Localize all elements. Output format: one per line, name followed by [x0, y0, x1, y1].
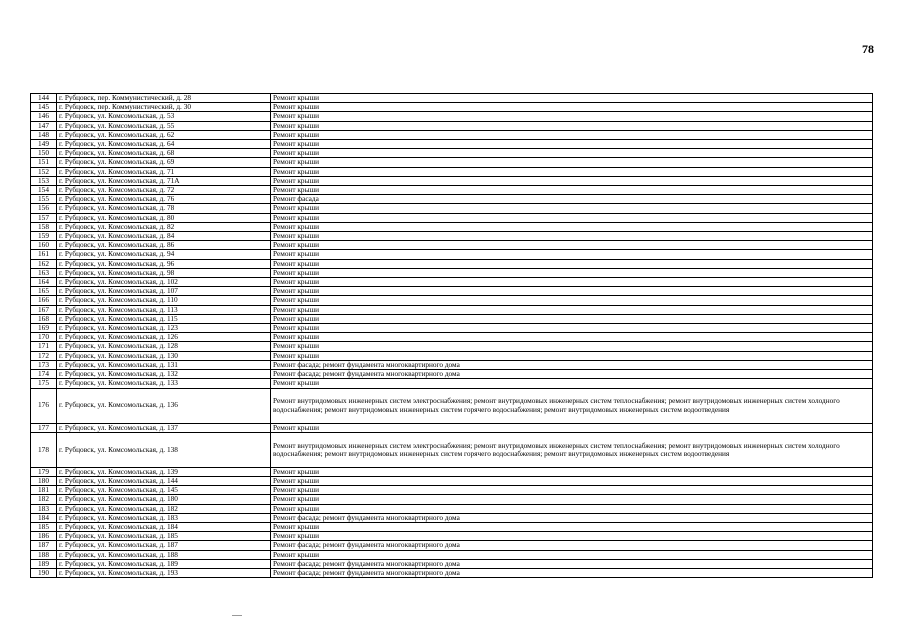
- row-address: г. Рубцовск, ул. Комсомольская, д. 133: [57, 379, 271, 388]
- table-row: [31, 158, 873, 167]
- row-work: Ремонт крыши: [271, 324, 873, 333]
- row-work: Ремонт крыши: [271, 213, 873, 222]
- row-address: г. Рубцовск, ул. Комсомольская, д. 115: [57, 314, 271, 323]
- row-address: г. Рубцовск, ул. Комсомольская, д. 189: [57, 559, 271, 568]
- row-number: 161: [31, 250, 57, 259]
- row-number: 181: [31, 486, 57, 495]
- row-work: Ремонт крыши: [271, 186, 873, 195]
- table-row: [31, 467, 873, 476]
- table-row: [31, 130, 873, 139]
- row-address: г. Рубцовск, ул. Комсомольская, д. 53: [57, 112, 271, 121]
- row-number: 189: [31, 559, 57, 568]
- row-work: Ремонт фасада: [271, 195, 873, 204]
- row-address: г. Рубцовск, ул. Комсомольская, д. 183: [57, 513, 271, 522]
- table-row: [31, 513, 873, 522]
- row-address: г. Рубцовск, ул. Комсомольская, д. 102: [57, 278, 271, 287]
- row-work: Ремонт крыши: [271, 467, 873, 476]
- page-number: 78: [862, 42, 874, 56]
- row-work: Ремонт крыши: [271, 222, 873, 231]
- row-work: Ремонт крыши: [271, 130, 873, 139]
- row-number: 162: [31, 259, 57, 268]
- row-number: 177: [31, 423, 57, 432]
- row-address: г. Рубцовск, ул. Комсомольская, д. 78: [57, 204, 271, 213]
- row-work: Ремонт крыши: [271, 476, 873, 485]
- table-row: [31, 204, 873, 213]
- row-address: г. Рубцовск, ул. Комсомольская, д. 71: [57, 167, 271, 176]
- row-number: 169: [31, 324, 57, 333]
- row-number: 146: [31, 112, 57, 121]
- row-work: Ремонт крыши: [271, 314, 873, 323]
- row-address: г. Рубцовск, ул. Комсомольская, д. 84: [57, 232, 271, 241]
- row-number: 153: [31, 176, 57, 185]
- table-row: [31, 222, 873, 231]
- table-row: [31, 541, 873, 550]
- table-row: [31, 360, 873, 369]
- table-row: [31, 379, 873, 388]
- row-work: Ремонт крыши: [271, 204, 873, 213]
- table-row: [31, 504, 873, 513]
- row-address: г. Рубцовск, ул. Комсомольская, д. 145: [57, 486, 271, 495]
- row-address: г. Рубцовск, ул. Комсомольская, д. 139: [57, 467, 271, 476]
- table-row: [31, 333, 873, 342]
- table-row: [31, 550, 873, 559]
- row-number: 179: [31, 467, 57, 476]
- row-number: 187: [31, 541, 57, 550]
- row-address: г. Рубцовск, пер. Коммунистический, д. 28: [57, 94, 271, 103]
- table-row: [31, 149, 873, 158]
- row-number: 188: [31, 550, 57, 559]
- row-work: Ремонт крыши: [271, 158, 873, 167]
- row-number: 158: [31, 222, 57, 231]
- table-row: [31, 103, 873, 112]
- row-work: Ремонт крыши: [271, 121, 873, 130]
- row-work: Ремонт крыши: [271, 278, 873, 287]
- row-number: 144: [31, 94, 57, 103]
- row-work: Ремонт крыши: [271, 94, 873, 103]
- row-number: 150: [31, 149, 57, 158]
- table-row: [31, 370, 873, 379]
- row-work: Ремонт крыши: [271, 167, 873, 176]
- row-address: г. Рубцовск, ул. Комсомольская, д. 113: [57, 305, 271, 314]
- row-address: г. Рубцовск, ул. Комсомольская, д. 187: [57, 541, 271, 550]
- row-number: 166: [31, 296, 57, 305]
- row-work: Ремонт крыши: [271, 305, 873, 314]
- table-row: [31, 351, 873, 360]
- table-row: [31, 140, 873, 149]
- row-work: Ремонт крыши: [271, 287, 873, 296]
- row-work: Ремонт крыши: [271, 241, 873, 250]
- row-work: Ремонт внутридомовых инженерных систем электроснабжения; ремонт внутридомовых инженерных систем теплоснабжения; ремонт внутридомовых инженерных систем холодного водоснабжения; ремонт внутридомовых инженерных систем горячего водоснабжения; ремонт внутридомовых инженерных систем водоотведения: [271, 432, 873, 467]
- row-address: г. Рубцовск, ул. Комсомольская, д. 94: [57, 250, 271, 259]
- row-work: Ремонт крыши: [271, 250, 873, 259]
- row-address: г. Рубцовск, ул. Комсомольская, д. 182: [57, 504, 271, 513]
- row-address: г. Рубцовск, ул. Комсомольская, д. 185: [57, 532, 271, 541]
- table-row: [31, 287, 873, 296]
- table-row: [31, 232, 873, 241]
- row-work: Ремонт фасада; ремонт фундамента многоквартирного дома: [271, 568, 873, 577]
- row-number: 152: [31, 167, 57, 176]
- row-work: Ремонт крыши: [271, 259, 873, 268]
- table-row: [31, 259, 873, 268]
- row-address: г. Рубцовск, ул. Комсомольская, д. 131: [57, 360, 271, 369]
- table-row: [31, 278, 873, 287]
- row-address: г. Рубцовск, ул. Комсомольская, д. 107: [57, 287, 271, 296]
- row-number: 190: [31, 568, 57, 577]
- row-work: Ремонт крыши: [271, 532, 873, 541]
- row-number: 174: [31, 370, 57, 379]
- table-row: [31, 342, 873, 351]
- table-row: [31, 495, 873, 504]
- row-address: г. Рубцовск, ул. Комсомольская, д. 80: [57, 213, 271, 222]
- table-row: [31, 568, 873, 577]
- table-row: [31, 423, 873, 432]
- row-work: Ремонт крыши: [271, 486, 873, 495]
- row-number: 185: [31, 522, 57, 531]
- row-number: 165: [31, 287, 57, 296]
- row-work: Ремонт крыши: [271, 550, 873, 559]
- row-address: г. Рубцовск, ул. Комсомольская, д. 188: [57, 550, 271, 559]
- row-address: г. Рубцовск, ул. Комсомольская, д. 68: [57, 149, 271, 158]
- row-work: Ремонт крыши: [271, 268, 873, 277]
- table-row: [31, 388, 873, 423]
- row-address: г. Рубцовск, ул. Комсомольская, д. 132: [57, 370, 271, 379]
- row-work: Ремонт крыши: [271, 522, 873, 531]
- table-row: [31, 94, 873, 103]
- table-row: [31, 296, 873, 305]
- row-number: 159: [31, 232, 57, 241]
- row-address: г. Рубцовск, ул. Комсомольская, д. 76: [57, 195, 271, 204]
- row-address: г. Рубцовск, ул. Комсомольская, д. 126: [57, 333, 271, 342]
- row-number: 172: [31, 351, 57, 360]
- row-address: г. Рубцовск, ул. Комсомольская, д. 180: [57, 495, 271, 504]
- row-address: г. Рубцовск, ул. Комсомольская, д. 137: [57, 423, 271, 432]
- row-number: 149: [31, 140, 57, 149]
- row-work: Ремонт крыши: [271, 140, 873, 149]
- row-number: 170: [31, 333, 57, 342]
- table-row: [31, 522, 873, 531]
- row-number: 178: [31, 432, 57, 467]
- row-work: Ремонт крыши: [271, 296, 873, 305]
- row-work: Ремонт фасада; ремонт фундамента многоквартирного дома: [271, 513, 873, 522]
- row-work: Ремонт внутридомовых инженерных систем электроснабжения; ремонт внутридомовых инженерных систем теплоснабжения; ремонт внутридомовых инженерных систем холодного водоснабжения; ремонт внутридомовых инженерных систем горячего водоснабжения; ремонт внутридомовых инженерных систем водоотведения: [271, 388, 873, 423]
- table-row: [31, 213, 873, 222]
- row-work: Ремонт крыши: [271, 495, 873, 504]
- row-number: 168: [31, 314, 57, 323]
- row-address: г. Рубцовск, ул. Комсомольская, д. 130: [57, 351, 271, 360]
- table-row: [31, 432, 873, 467]
- row-number: 145: [31, 103, 57, 112]
- row-address: г. Рубцовск, ул. Комсомольская, д. 64: [57, 140, 271, 149]
- row-work: Ремонт фасада; ремонт фундамента многоквартирного дома: [271, 370, 873, 379]
- row-work: Ремонт крыши: [271, 504, 873, 513]
- row-address: г. Рубцовск, пер. Коммунистический, д. 30: [57, 103, 271, 112]
- row-address: г. Рубцовск, ул. Комсомольская, д. 71А: [57, 176, 271, 185]
- row-address: г. Рубцовск, ул. Комсомольская, д. 184: [57, 522, 271, 531]
- row-number: 171: [31, 342, 57, 351]
- row-work: Ремонт крыши: [271, 103, 873, 112]
- table-body: [31, 94, 873, 578]
- row-address: г. Рубцовск, ул. Комсомольская, д. 136: [57, 388, 271, 423]
- row-work: Ремонт крыши: [271, 232, 873, 241]
- row-address: г. Рубцовск, ул. Комсомольская, д. 98: [57, 268, 271, 277]
- row-number: 156: [31, 204, 57, 213]
- table-row: [31, 314, 873, 323]
- row-address: г. Рубцовск, ул. Комсомольская, д. 69: [57, 158, 271, 167]
- table-row: [31, 476, 873, 485]
- row-work: Ремонт крыши: [271, 342, 873, 351]
- row-number: 183: [31, 504, 57, 513]
- row-address: г. Рубцовск, ул. Комсомольская, д. 138: [57, 432, 271, 467]
- row-address: г. Рубцовск, ул. Комсомольская, д. 123: [57, 324, 271, 333]
- row-address: г. Рубцовск, ул. Комсомольская, д. 96: [57, 259, 271, 268]
- table-row: [31, 112, 873, 121]
- row-work: Ремонт фасада; ремонт фундамента многоквартирного дома: [271, 541, 873, 550]
- row-address: г. Рубцовск, ул. Комсомольская, д. 55: [57, 121, 271, 130]
- row-work: Ремонт крыши: [271, 112, 873, 121]
- row-number: 164: [31, 278, 57, 287]
- row-work: Ремонт фасада; ремонт фундамента многоквартирного дома: [271, 559, 873, 568]
- table-row: [31, 559, 873, 568]
- row-work: Ремонт крыши: [271, 176, 873, 185]
- row-address: г. Рубцовск, ул. Комсомольская, д. 110: [57, 296, 271, 305]
- row-number: 155: [31, 195, 57, 204]
- table-row: [31, 121, 873, 130]
- table-row: [31, 176, 873, 185]
- row-number: 167: [31, 305, 57, 314]
- row-address: г. Рубцовск, ул. Комсомольская, д. 86: [57, 241, 271, 250]
- row-number: 184: [31, 513, 57, 522]
- table-row: [31, 241, 873, 250]
- repair-table: [30, 93, 873, 578]
- row-number: 157: [31, 213, 57, 222]
- row-number: 163: [31, 268, 57, 277]
- table-row: [31, 532, 873, 541]
- row-work: Ремонт фасада; ремонт фундамента многоквартирного дома: [271, 360, 873, 369]
- row-work: Ремонт крыши: [271, 149, 873, 158]
- row-number: 173: [31, 360, 57, 369]
- row-work: Ремонт крыши: [271, 423, 873, 432]
- row-number: 182: [31, 495, 57, 504]
- row-work: Ремонт крыши: [271, 379, 873, 388]
- row-number: 154: [31, 186, 57, 195]
- row-address: г. Рубцовск, ул. Комсомольская, д. 128: [57, 342, 271, 351]
- row-address: г. Рубцовск, ул. Комсомольская, д. 144: [57, 476, 271, 485]
- table-row: [31, 167, 873, 176]
- row-address: г. Рубцовск, ул. Комсомольская, д. 82: [57, 222, 271, 231]
- scan-mark: [232, 615, 242, 616]
- table-row: [31, 250, 873, 259]
- table-row: [31, 195, 873, 204]
- row-number: 180: [31, 476, 57, 485]
- row-number: 186: [31, 532, 57, 541]
- row-address: г. Рубцовск, ул. Комсомольская, д. 72: [57, 186, 271, 195]
- row-address: г. Рубцовск, ул. Комсомольская, д. 62: [57, 130, 271, 139]
- table-row: [31, 324, 873, 333]
- table-row: [31, 305, 873, 314]
- row-number: 175: [31, 379, 57, 388]
- table-row: [31, 186, 873, 195]
- row-number: 176: [31, 388, 57, 423]
- table-row: [31, 486, 873, 495]
- row-work: Ремонт крыши: [271, 333, 873, 342]
- row-number: 147: [31, 121, 57, 130]
- row-number: 148: [31, 130, 57, 139]
- row-work: Ремонт крыши: [271, 351, 873, 360]
- table-row: [31, 268, 873, 277]
- row-number: 160: [31, 241, 57, 250]
- row-address: г. Рубцовск, ул. Комсомольская, д. 193: [57, 568, 271, 577]
- row-number: 151: [31, 158, 57, 167]
